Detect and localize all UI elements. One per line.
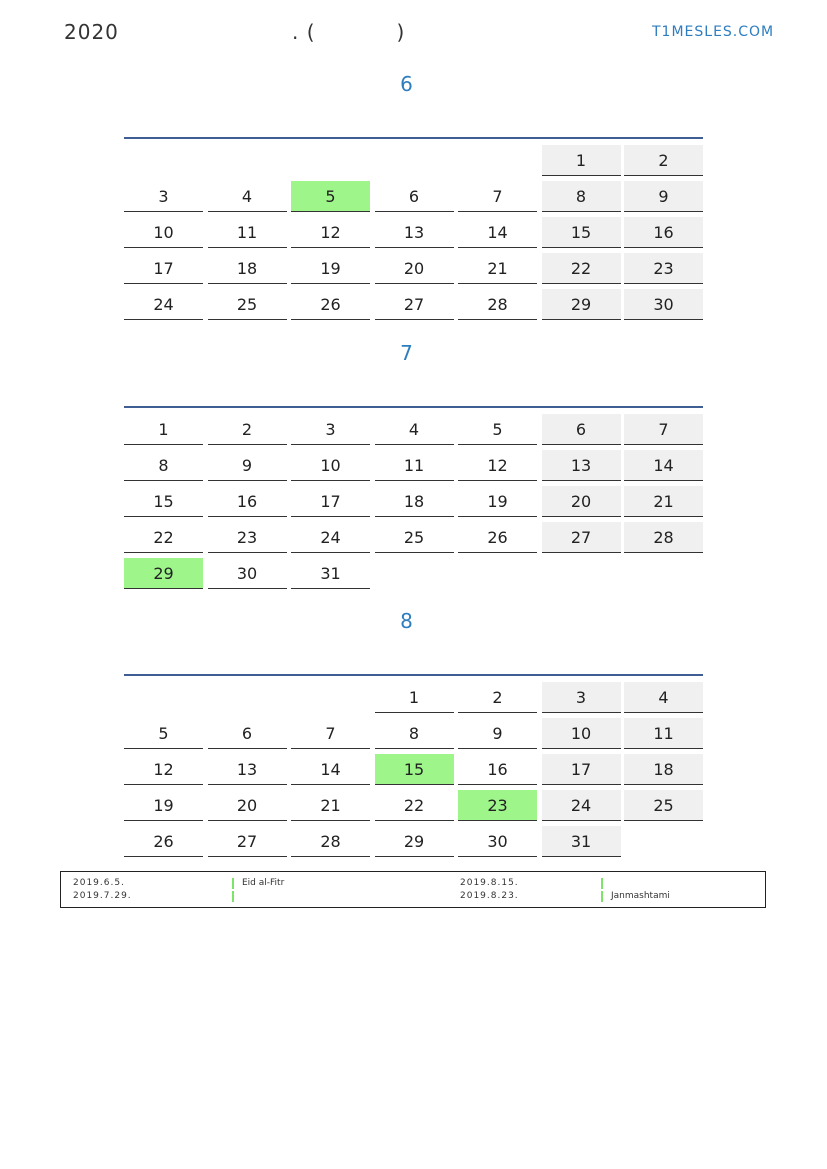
day-cell: 26 [291,289,370,320]
note-date: 2019.6.5. [73,878,125,888]
note-date: 2019.8.15. [460,878,519,888]
day-cell: 13 [542,450,621,481]
day-cell: 30 [208,558,287,589]
day-cell: 21 [458,253,537,284]
day-cell: 19 [458,486,537,517]
day-cell: 29 [542,289,621,320]
day-cell: 28 [624,522,703,553]
day-cell: 5 [458,414,537,445]
day-cell: 27 [542,522,621,553]
day-cell: 25 [624,790,703,821]
day-cell: 22 [542,253,621,284]
day-cell: 17 [542,754,621,785]
day-cell: 22 [124,522,203,553]
day-cell: 5 [124,718,203,749]
day-cell: 14 [291,754,370,785]
day-cell: 24 [124,289,203,320]
day-cell: 8 [375,718,454,749]
note-date: 2019.8.23. [460,891,519,901]
day-cell: 15 [375,754,454,785]
day-cell: 16 [208,486,287,517]
day-cell: 5 [291,181,370,212]
month-table-august [124,674,703,860]
day-cell: 29 [375,826,454,857]
month-title-july: 7 [400,341,413,365]
day-cell: 10 [124,217,203,248]
note-bar [601,891,603,902]
day-cell: 26 [124,826,203,857]
site-link[interactable]: T1MESLES.COM [652,24,775,40]
day-cell: 11 [624,718,703,749]
day-cell: 4 [208,181,287,212]
day-cell: 12 [458,450,537,481]
day-cell: 18 [375,486,454,517]
day-cell: 28 [458,289,537,320]
day-cell: 12 [291,217,370,248]
day-cell: 31 [291,558,370,589]
day-cell: 3 [542,682,621,713]
day-cell: 17 [124,253,203,284]
day-cell: 3 [291,414,370,445]
day-cell: 6 [375,181,454,212]
day-cell: 7 [291,718,370,749]
day-cell: 31 [542,826,621,857]
day-cell: 23 [458,790,537,821]
day-cell: 8 [124,450,203,481]
day-cell: 15 [542,217,621,248]
day-cell: 13 [375,217,454,248]
day-cell: 18 [624,754,703,785]
day-cell: 27 [208,826,287,857]
day-cell: 22 [375,790,454,821]
day-cell: 23 [624,253,703,284]
day-cell: 23 [208,522,287,553]
day-cell: 19 [124,790,203,821]
month-table-june [124,137,703,323]
day-cell: 2 [458,682,537,713]
day-cell: 8 [542,181,621,212]
day-cell: 6 [542,414,621,445]
day-cell: 2 [624,145,703,176]
day-cell: 24 [542,790,621,821]
day-cell: 2 [208,414,287,445]
day-cell: 14 [624,450,703,481]
day-cell: 9 [624,181,703,212]
note-name: Eid al-Fitr [242,878,285,888]
month-title-august: 8 [400,609,413,633]
day-cell: 1 [542,145,621,176]
header-year: 2020 [64,20,119,44]
header-paren: . ( ) [292,20,406,44]
month-title-june: 6 [400,72,413,96]
day-cell: 6 [208,718,287,749]
day-cell: 11 [208,217,287,248]
month-table-july [124,406,703,592]
day-cell: 29 [124,558,203,589]
day-cell: 11 [375,450,454,481]
note-bar [601,878,603,889]
day-cell: 1 [375,682,454,713]
day-cell: 7 [458,181,537,212]
note-bar [232,878,234,889]
day-cell: 10 [542,718,621,749]
day-cell: 4 [375,414,454,445]
note-bar [232,891,234,902]
day-cell: 14 [458,217,537,248]
day-cell: 7 [624,414,703,445]
day-cell: 4 [624,682,703,713]
day-cell: 24 [291,522,370,553]
day-cell: 25 [375,522,454,553]
day-cell: 28 [291,826,370,857]
day-cell: 21 [624,486,703,517]
day-cell: 17 [291,486,370,517]
day-cell: 10 [291,450,370,481]
day-cell: 19 [291,253,370,284]
day-cell: 16 [624,217,703,248]
day-cell: 9 [208,450,287,481]
day-cell: 15 [124,486,203,517]
day-cell: 20 [542,486,621,517]
day-cell: 27 [375,289,454,320]
day-cell: 9 [458,718,537,749]
day-cell: 18 [208,253,287,284]
day-cell: 16 [458,754,537,785]
day-cell: 1 [124,414,203,445]
day-cell: 13 [208,754,287,785]
day-cell: 30 [624,289,703,320]
day-cell: 3 [124,181,203,212]
note-date: 2019.7.29. [73,891,132,901]
day-cell: 25 [208,289,287,320]
day-cell: 12 [124,754,203,785]
day-cell: 21 [291,790,370,821]
holiday-notes [60,871,766,908]
note-name: Janmashtami [611,891,670,901]
day-cell: 20 [208,790,287,821]
day-cell: 30 [458,826,537,857]
day-cell: 26 [458,522,537,553]
day-cell: 20 [375,253,454,284]
